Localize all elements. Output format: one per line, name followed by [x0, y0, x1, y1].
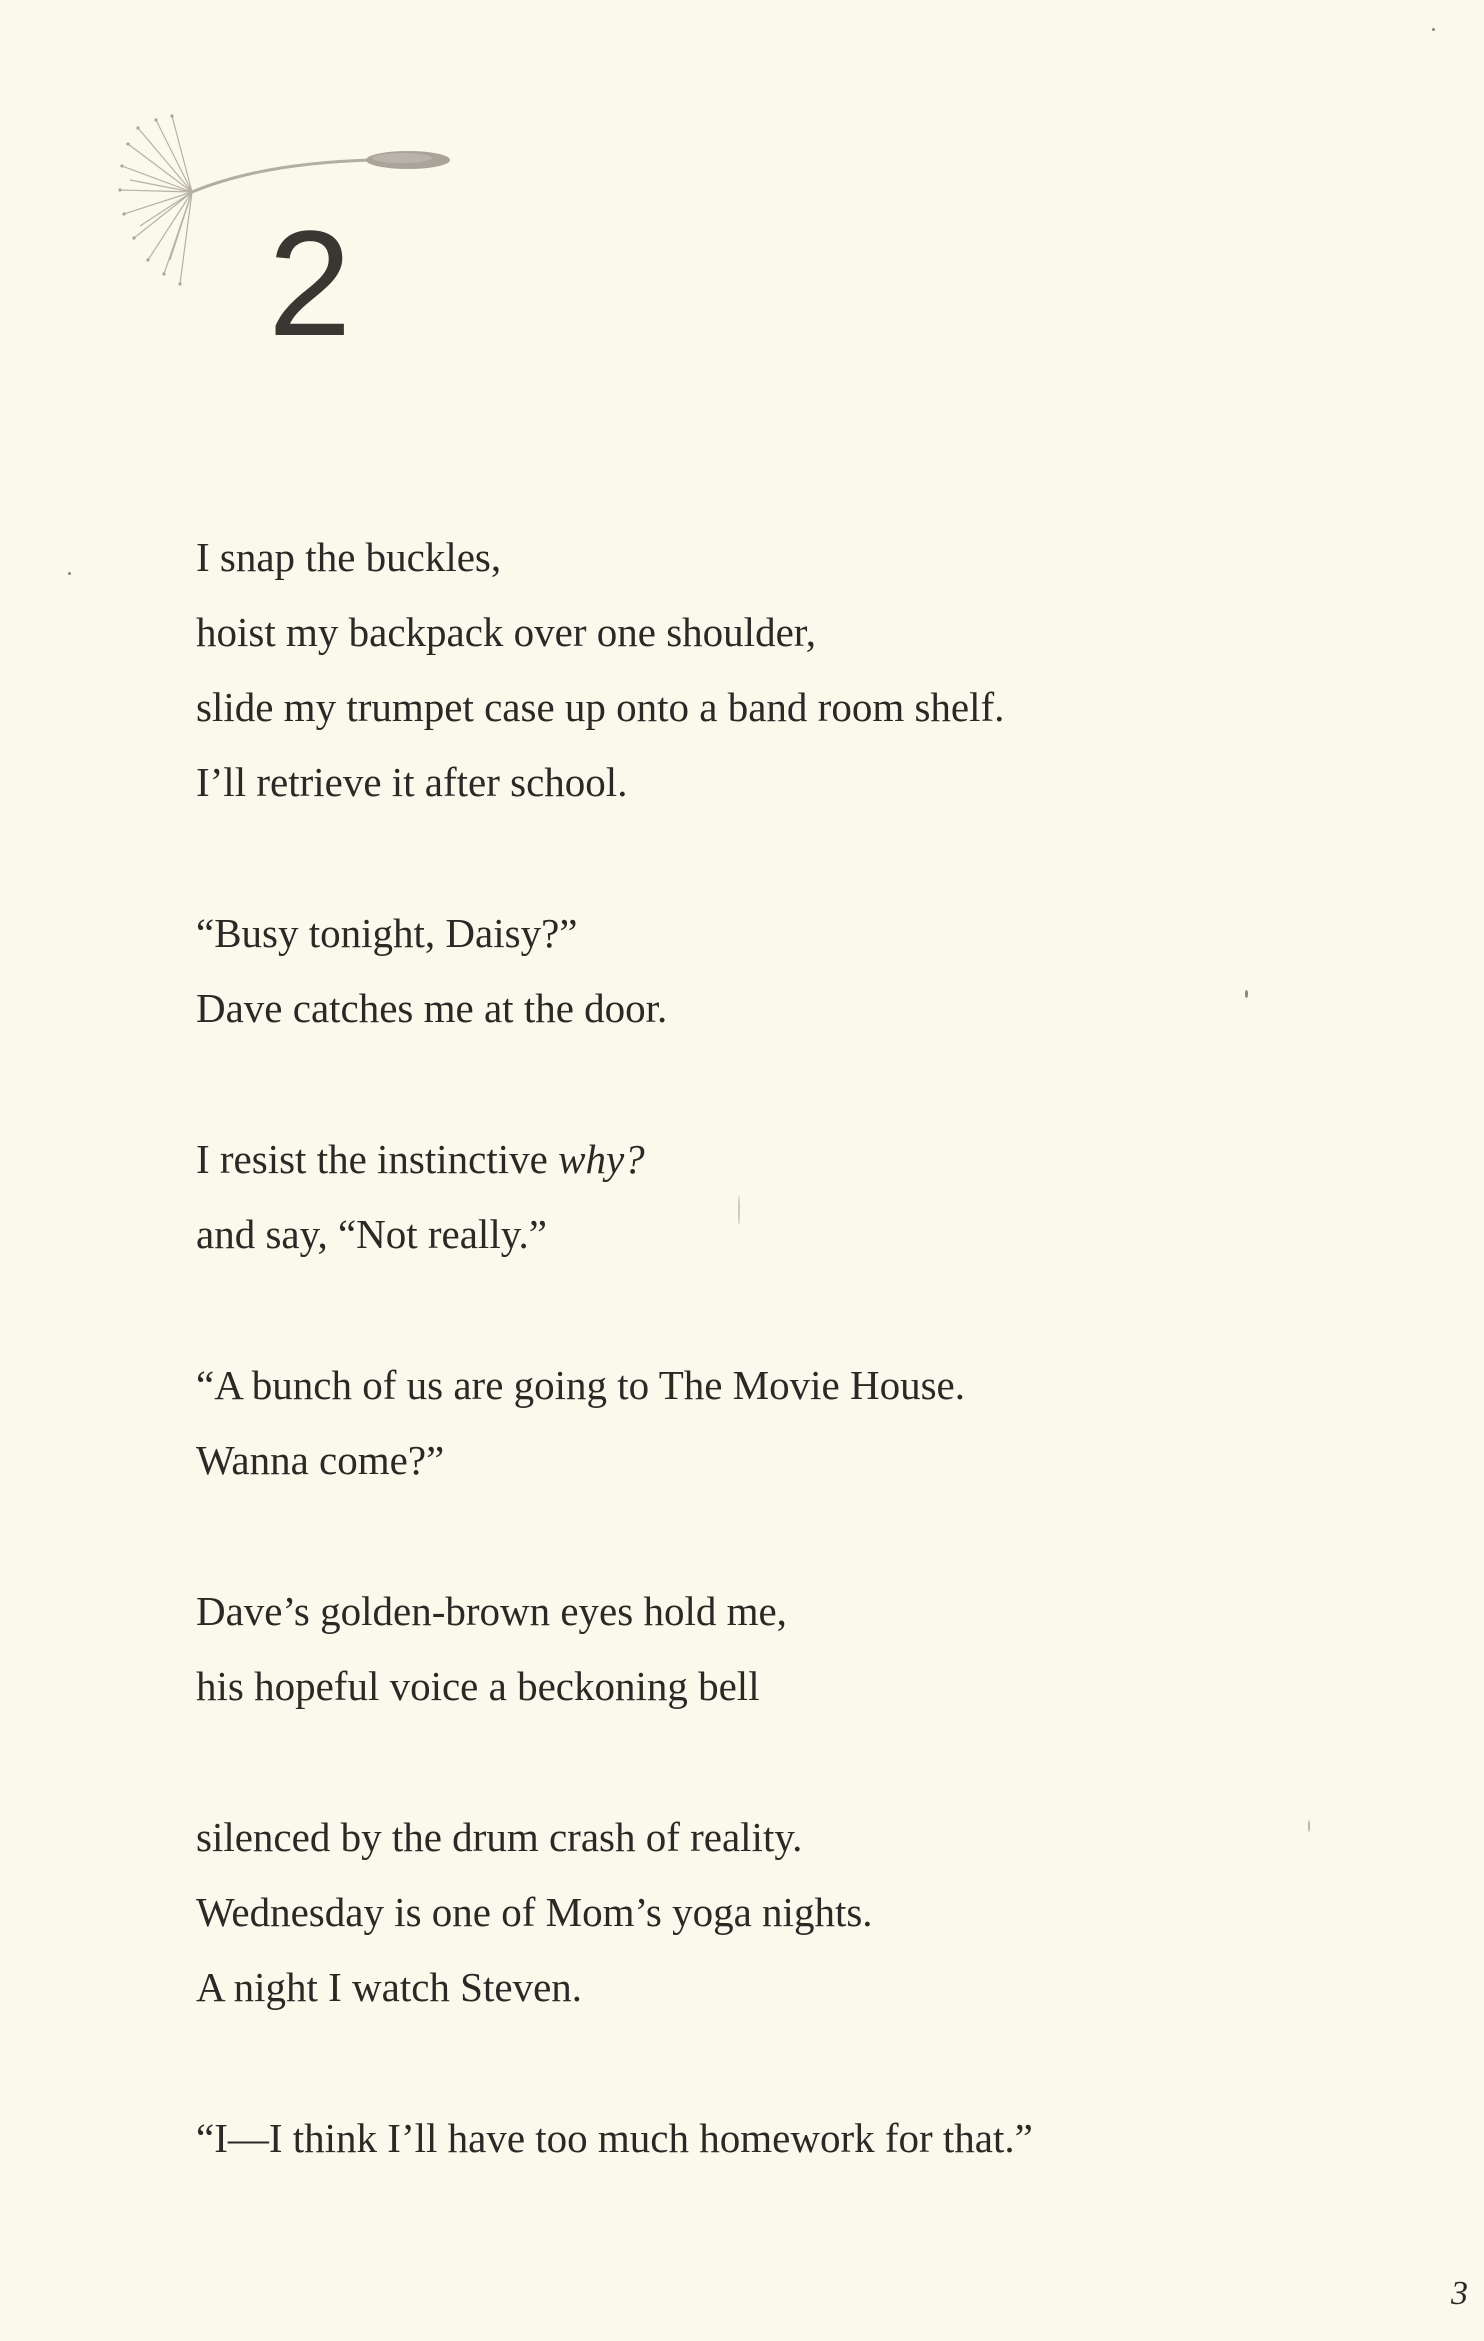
paper-speck — [1308, 1820, 1310, 1832]
poem-line: Dave’s golden-brown eyes hold me, — [196, 1588, 787, 1634]
paper-speck — [68, 572, 71, 575]
stanza — [196, 1800, 1346, 2025]
poem-line-text: I resist the instinctive — [196, 1136, 559, 1182]
stanza — [196, 1122, 1346, 1272]
poem-line: his hopeful voice a beckoning bell — [196, 1663, 760, 1709]
poem-line: slide my trumpet case up onto a band room shelf. — [196, 684, 1005, 730]
page-number: 3 — [1451, 2275, 1468, 2312]
poem-line — [196, 1122, 1346, 1197]
stanza — [196, 1574, 1346, 1724]
chapter-number: 2 — [268, 199, 352, 367]
italic-word: why? — [558, 1136, 645, 1182]
poem-line: silenced by the drum crash of reality. — [196, 1814, 803, 1860]
poem-line: I snap the buckles, — [196, 534, 502, 580]
stanza — [196, 896, 1346, 1046]
poem-line: Wednesday is one of Mom’s yoga nights. — [196, 1889, 873, 1935]
poem-body — [196, 520, 1346, 2252]
poem-line: Dave catches me at the door. — [196, 985, 668, 1031]
poem-line: hoist my backpack over one shoulder, — [196, 609, 817, 655]
stanza — [196, 520, 1346, 820]
paper-speck — [738, 1195, 740, 1225]
poem-line: “Busy tonight, Daisy?” — [196, 910, 578, 956]
poem-line: and say, “Not really.” — [196, 1211, 548, 1257]
paper-speck — [1432, 28, 1435, 31]
poem-line: A night I watch Steven. — [196, 1964, 583, 2010]
paper-speck — [1245, 990, 1248, 998]
poem-line: Wanna come?” — [196, 1437, 445, 1483]
stanza — [196, 1348, 1346, 1498]
poem-line: I’ll retrieve it after school. — [196, 759, 628, 805]
poem-line: “A bunch of us are going to The Movie House. — [196, 1362, 965, 1408]
stanza — [196, 2101, 1346, 2176]
poem-line: “I—I think I’ll have too much homework for that.” — [196, 2115, 1033, 2161]
